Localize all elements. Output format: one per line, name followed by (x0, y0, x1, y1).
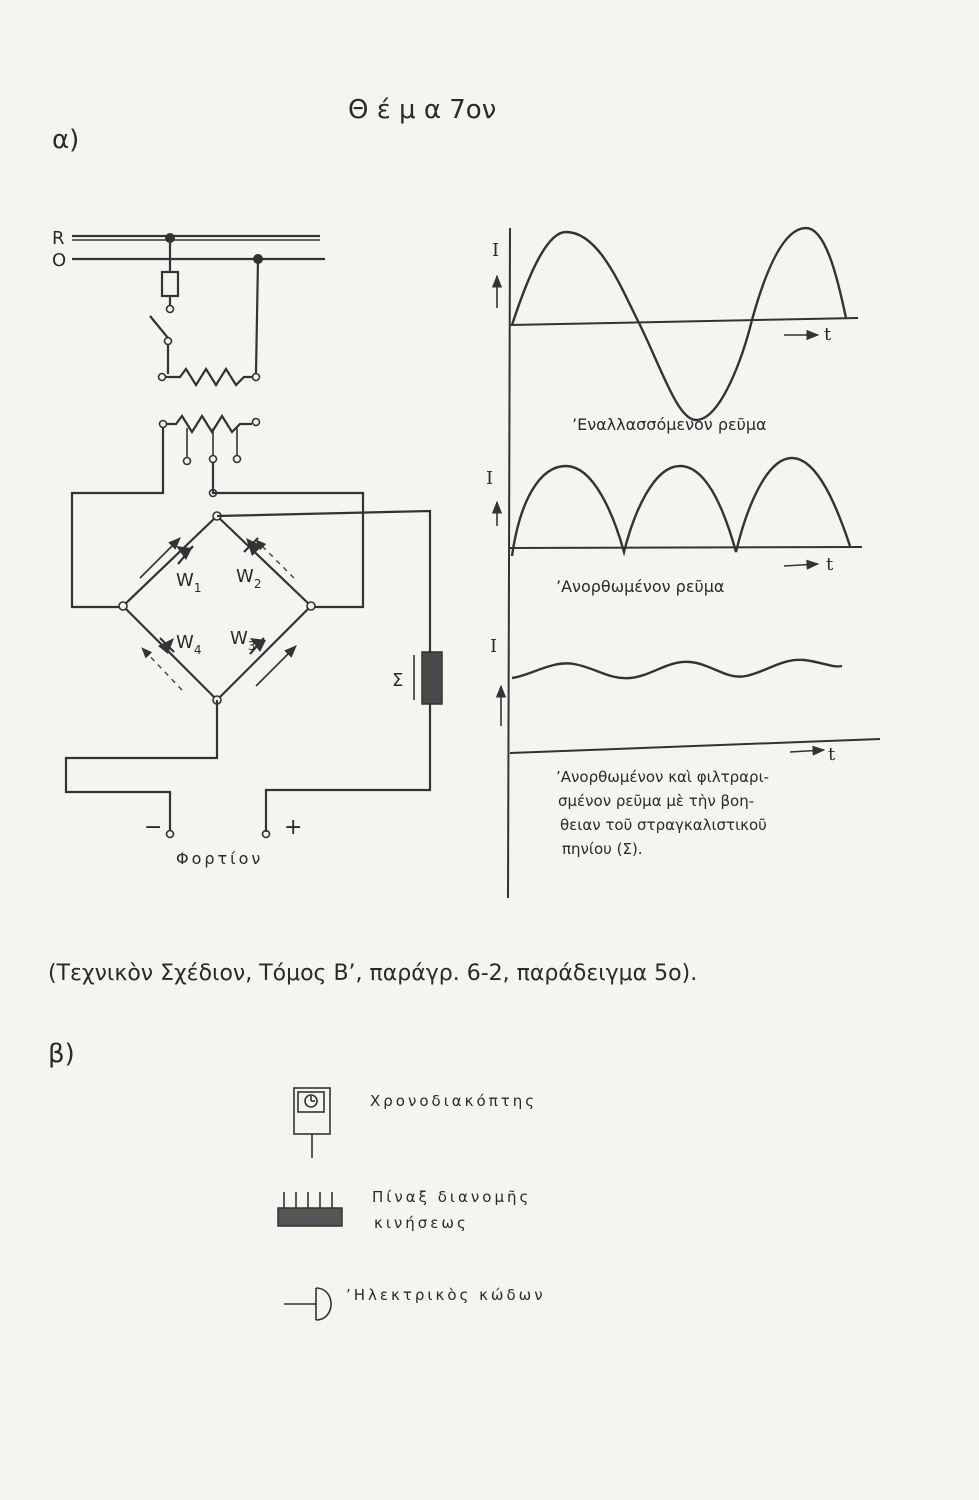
rect-t-arrow (784, 564, 818, 566)
transformer-secondary-icon (167, 416, 252, 432)
transformer-primary-icon (166, 369, 252, 385)
tap-3-terminal (234, 456, 241, 463)
load-terminal-negative (167, 831, 174, 838)
symbol-distribution-board (278, 1188, 539, 1232)
distribution-board-label: Πίναξ διανομῆς κινήσεως (372, 1188, 532, 1232)
switch-blade (150, 316, 168, 338)
electric-bell-label: ’Ηλεκτρικὸς κώδων (346, 1286, 546, 1304)
rect-axis-t-label: t (826, 554, 834, 575)
filt-axis-t-label: t (828, 744, 836, 765)
electric-bell-icon (284, 1288, 331, 1320)
line-r-label: R (52, 228, 65, 249)
filt-time-axis (510, 739, 880, 753)
tap-1-terminal (184, 458, 191, 465)
rect-wave-curve (512, 458, 850, 556)
fuse-icon (162, 272, 178, 296)
bridge-node-left (119, 602, 127, 610)
w2-label: $W_2$ (236, 566, 262, 591)
primary-terminal-left (159, 374, 166, 381)
bridge-diamond (123, 516, 311, 700)
page-title: Θ έ μ α 7ον (348, 95, 497, 125)
negative-output-wire (66, 700, 217, 830)
w4-label: $W_4$ (176, 632, 202, 657)
w1-label: $W_1$ (176, 570, 202, 595)
filtered-caption: ’Ανορθωμένον καὶ φιλτραρι- σμένον ρεῦμα μὲ τὴν βοη- θειαν τοῦ στραγκαλιστικοῦ πηνίου (Σ). (556, 768, 770, 858)
bridge-node-right (307, 602, 315, 610)
minus-sign: − (144, 815, 163, 840)
filt-t-arrow (790, 750, 824, 752)
symbol-electric-bell (284, 1286, 546, 1320)
filt-axis-i-label: I (490, 636, 498, 657)
primary-terminal-right (253, 374, 260, 381)
bridge-rectifier-circuit (52, 228, 442, 868)
timer-switch-label: Χρονοδιακόπτης (370, 1092, 538, 1110)
rect-time-axis (510, 547, 862, 548)
tap-2-terminal (210, 456, 217, 463)
choke-label: Σ (392, 670, 404, 691)
part-a-label: α) (52, 125, 80, 155)
filt-wave-curve (512, 660, 842, 678)
plus-sign: + (284, 815, 303, 840)
symbol-timer-switch (294, 1088, 537, 1158)
w3-label: $W_3$ (230, 628, 256, 653)
ac-caption: ’Εναλλασσόμενον ρεῦμα (572, 415, 767, 434)
rectified-caption: ’Ανορθωμένον ρεῦμα (556, 577, 725, 596)
secondary-terminal-left (160, 421, 167, 428)
timer-switch-icon (294, 1088, 330, 1158)
switch-contact-bottom (165, 338, 172, 345)
distribution-board-icon (278, 1192, 342, 1226)
primary-return-wire (256, 259, 258, 373)
rect-axis-i-label: I (486, 468, 494, 489)
ac-time-axis (510, 318, 858, 325)
load-label: Φορτίον (176, 849, 264, 868)
choke-coil-icon (422, 652, 442, 704)
waveform-graphs (486, 228, 880, 898)
line-o-label: O (52, 250, 67, 271)
part-b-label: β) (48, 1039, 75, 1069)
secondary-terminal-right (253, 419, 260, 426)
graphs-vertical-axis (508, 228, 510, 898)
switch-contact-top (167, 306, 174, 313)
ac-axis-i-label: I (492, 240, 500, 261)
reference-note: (Τεχνικὸν Σχέδιον, Τόμος Β’, παράγρ. 6-2, παράδειγμα 5ο). (48, 961, 698, 986)
ac-axis-t-label: t (824, 324, 832, 345)
choke-to-load-wire (266, 704, 430, 832)
